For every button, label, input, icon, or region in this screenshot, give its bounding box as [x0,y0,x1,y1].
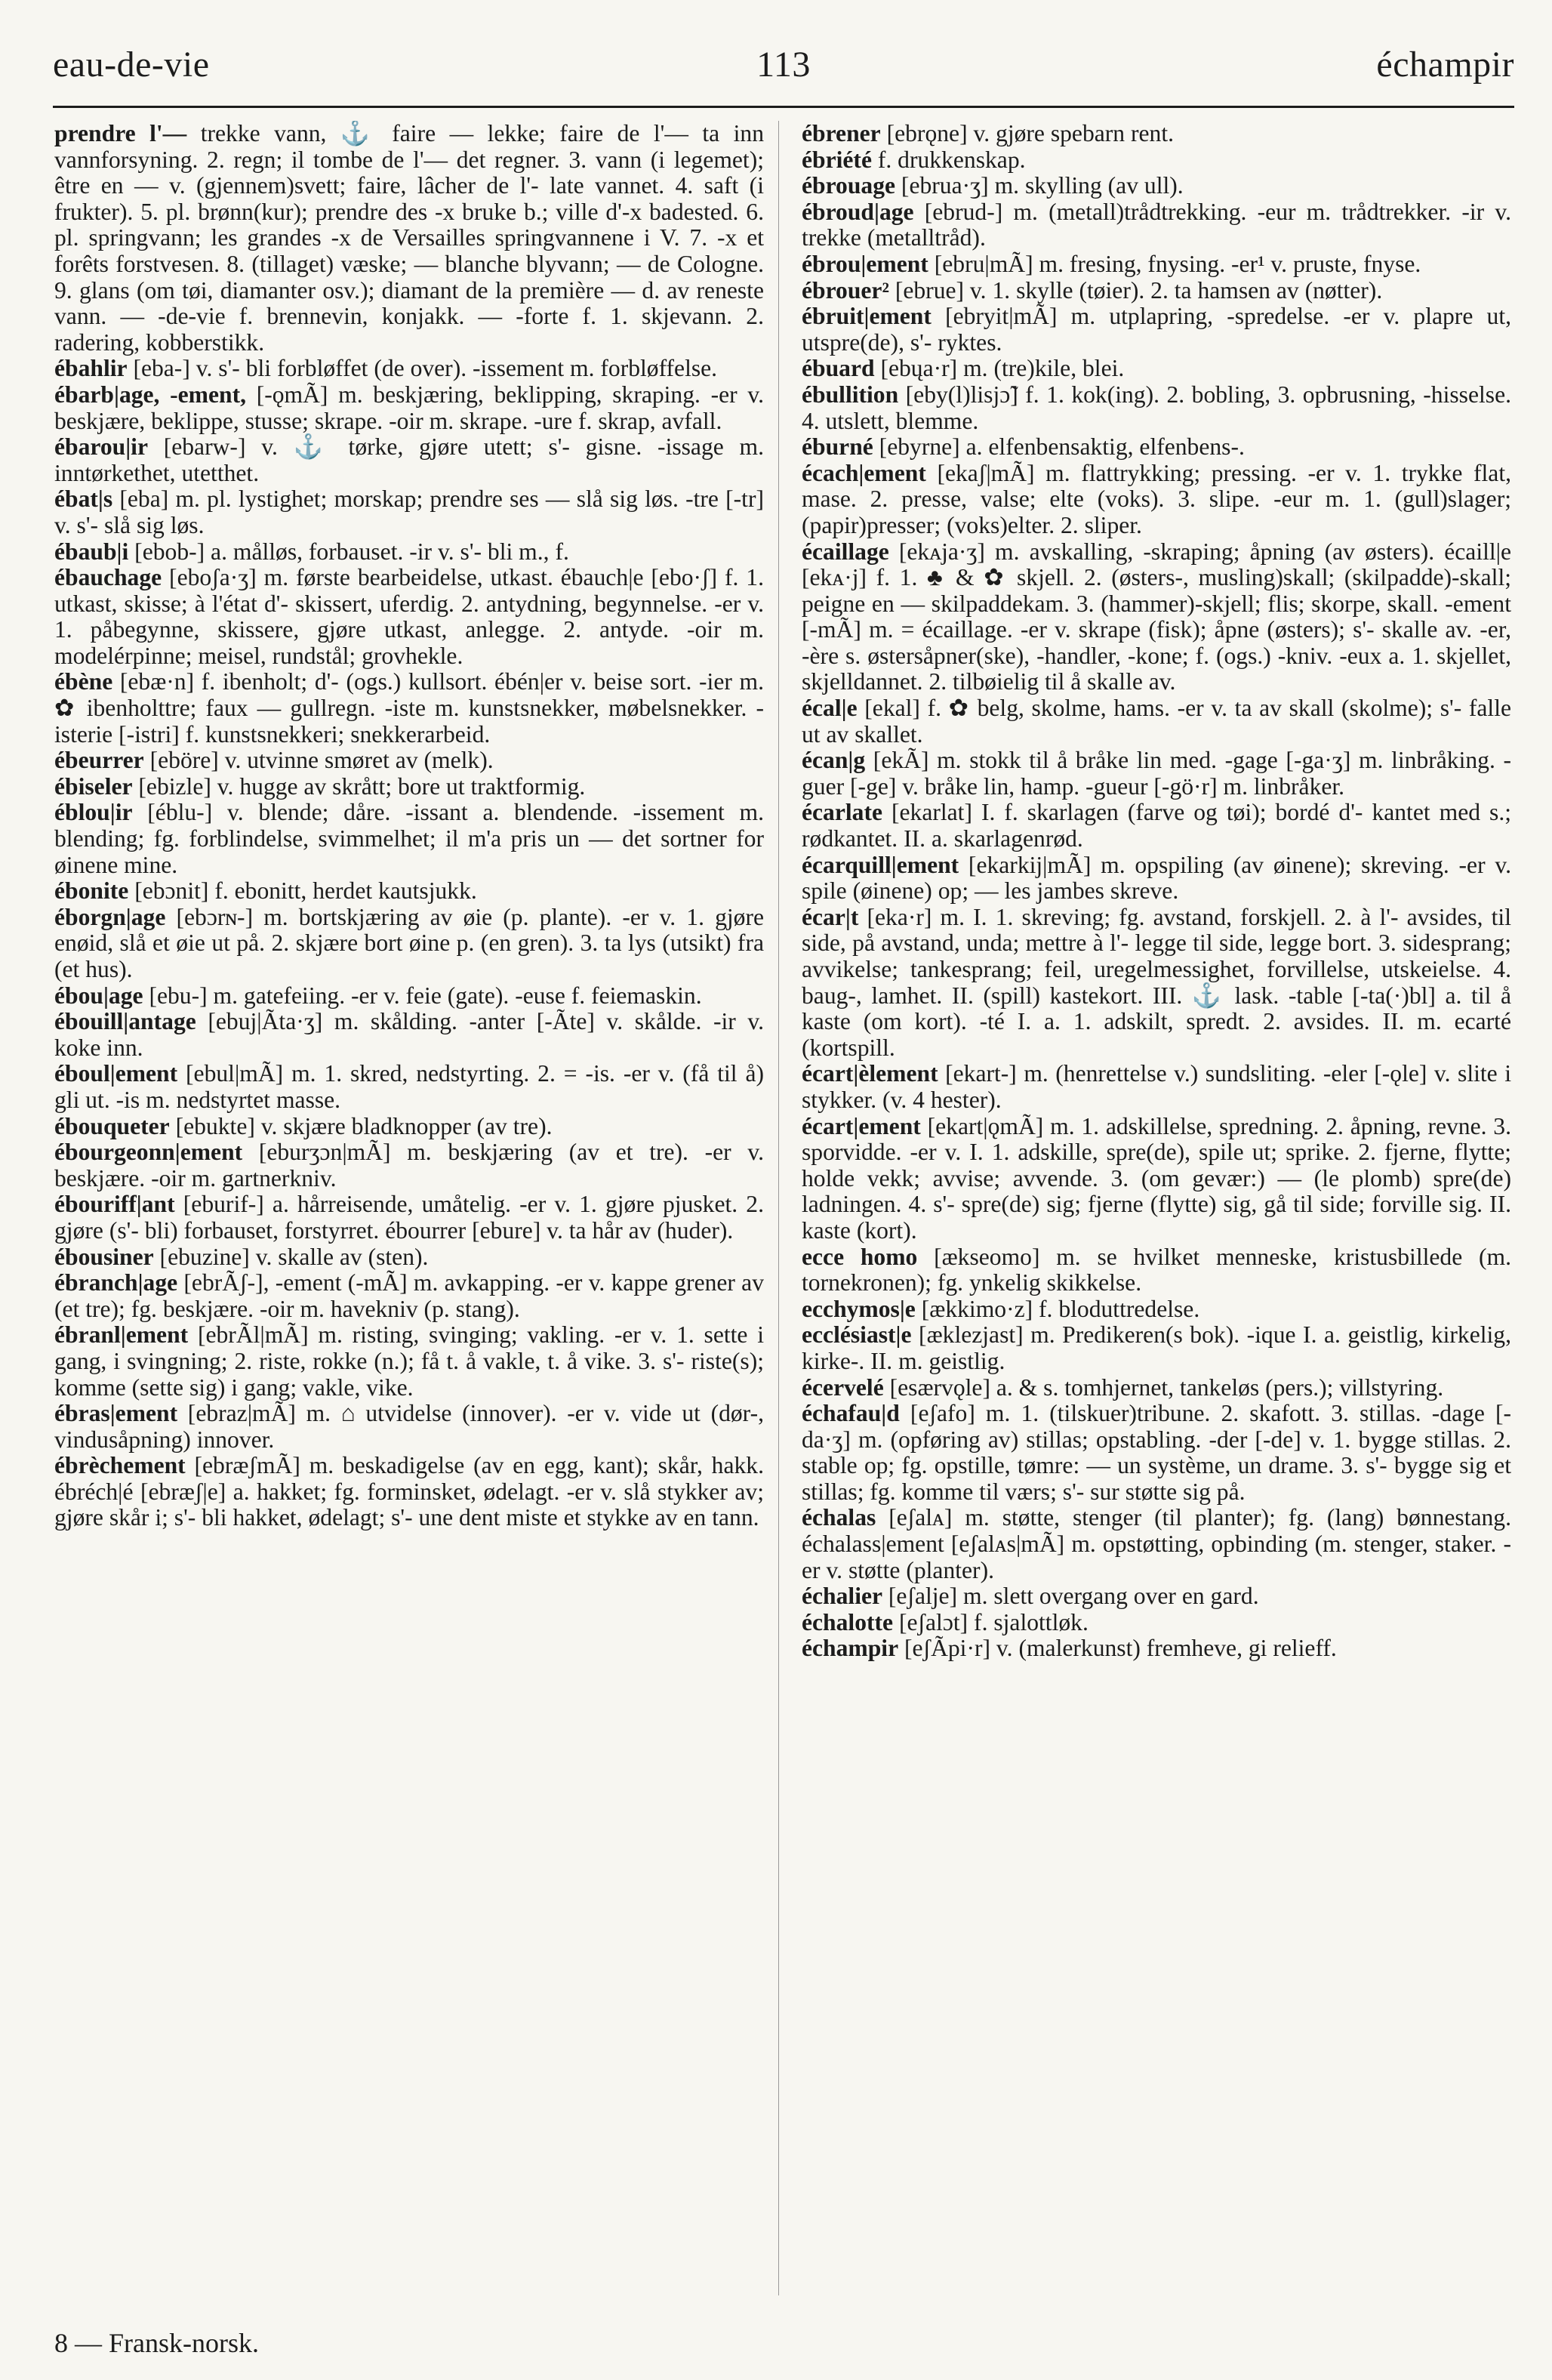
entry-definition: [ebyrne] a. elfenbensaktig, elfenbens-. [873,433,1245,461]
dictionary-entry [54,382,764,434]
dictionary-entry [802,1322,1511,1374]
dictionary-entry [802,382,1511,434]
dictionary-entry [802,304,1511,356]
dictionary-entry [54,486,764,538]
dictionary-entry [802,748,1511,800]
guide-word-right: échampir [1376,45,1514,85]
entry-definition: [ebuzine] v. skalle av (sten). [153,1243,429,1270]
entry-definition: [ebɔrɴ-] m. bortskjæring av øie (p. plante). -er v. 1. gjøre enøid, slå et øie ut på. 2. skjære bort øine p. (en gren). 3. ta lys (utsikt) fra (et hus). [54,903,764,982]
dictionary-entry [802,1610,1511,1636]
dictionary-entry [54,774,764,800]
entry-headword: ébeurrer [54,747,144,774]
entry-definition: [eka·r] m. I. 1. skreving; fg. avstand, forskjell. 2. à l'- avsides, til side, på avstand, unda; mettre à l'- legge til side, legge bort. 3. sidesprang; avvikelse; tankesprang; feil, uregelmessighet, forvillelse, utskeielse. 4. baug-, lamhet. II. (spill) kastekort. III. ⚓ lask. -table [-ta(·)bl] a. til å kaste (om kort). -té I. a. 1. adskilt, spredt. 2. avsides. II. m. ecarté (kortspill. [802,903,1511,1061]
entry-headword: éboul|ement [54,1060,178,1087]
entry-headword: écarquill|ement [802,851,959,878]
entry-definition: [ekÃ] m. stokk til å bråke lin med. -gage [-ga·ʒ] m. linbråking. -guer [-ge] v. bråke lin, hamp. -gueur [-gö·r] m. linbråker. [802,747,1511,800]
entry-definition: [ebrua·ʒ] m. skylling (av ull). [895,172,1184,199]
entry-headword: ébène [54,668,113,695]
dictionary-entry [802,1583,1511,1610]
printer-signature: 8 — Fransk-norsk. [54,2328,259,2358]
entry-definition: trekke vann, ⚓ faire — lekke; faire de l'— ta inn vannforsyning. 2. regn; il tombe de l'— det regner. 3. vann (i legemet); être en — v. (gjennem)svett; faire, lâcher de l'- late vannet. 4. saft (i frukter). 5. pl. brønn(kur); prendre des -x bruke b.; ville d'-x badested. 6. pl. springvann; les grandes -x de Versailles springvannene i V. 7. -x et forêts forstvesen. 8. (tillaget) væske; — blanche blyvann; — de Cologne. 9. glans (om tøi, diamanter osv.); diamant de la première — d. av reneste vann. — -de-vie f. brennevin, konjakk. — -forte f. 1. skjevann. 2. radering, kobberstikk. [54,121,764,356]
entry-headword: écart|ement [802,1112,921,1139]
entry-headword: écal|e [802,695,858,722]
dictionary-entry [54,1244,764,1271]
dictionary-entry [54,434,764,486]
entry-definition: [ebrÃʃ-], -ement (-mÃ] m. avkapping. -er v. kappe grener av (et tre); fg. beskjære. -oir m. havekniv (p. stang). [54,1269,764,1322]
dictionary-entry [802,905,1511,1062]
dictionary-entry [802,1114,1511,1244]
header-rule [53,106,1514,108]
entry-headword: ébras|ement [54,1400,178,1427]
entry-definition: [ekᴀja·ʒ] m. avskalling, -skraping; åpning (av østers). écaill|e [ekᴀ·j] f. 1. ♣ & ✿ skjell. 2. (østers-, musling)skall; (skilpadde)-skall; peigne en — skilpaddekam. 3. (hammer)-skjell; flis; skorpe, skall. -ement [-mÃ] m. = écaillage. -er v. skrape (fisk); åpne (østers); s'- skalle av. -er, -ère s. østersåpner(ske), -handler, -kone; f. (ogs.) -kniv. -eux a. 1. skjellet, skjelldannet. 2. tilbøielig til å skalle av. [802,538,1511,695]
dictionary-entry [802,1375,1511,1401]
entry-definition: [eburʒɔn|mÃ] m. beskjæring (av et tre). -er v. beskjære. -oir m. gartnerkniv. [54,1139,764,1192]
dictionary-entry [802,800,1511,852]
dictionary-entry [802,1505,1511,1583]
entry-headword: ébarou|ir [54,433,148,461]
entry-headword: écart|èlement [802,1060,938,1087]
dictionary-entry [802,434,1511,461]
dictionary-entry [802,695,1511,748]
entry-headword: ébonite [54,877,129,905]
entry-definition: [ebizle] v. hugge av skrått; bore ut traktformig. [132,772,586,800]
entry-definition: f. drukkenskap. [871,146,1026,173]
entry-headword: ébarb|age, -ement, [54,381,247,408]
dictionary-entry [54,1192,764,1244]
page-number: 113 [756,45,811,85]
dictionary-entry [802,461,1511,539]
dictionary-entry [54,1139,764,1192]
entry-definition: [ebu-] m. gatefeiing. -er v. feie (gate). -euse f. feiemaskin. [143,982,702,1009]
entry-headword: ébuard [802,355,875,382]
entry-definition: [ebrud-] m. (metall)trådtrekking. -eur m. trådtrekker. -ir v. trekke (metalltråd). [802,198,1511,251]
entry-headword: ecchymos|e [802,1295,916,1322]
entry-headword: ecclésiast|e [802,1321,912,1349]
dictionary-entry [802,1635,1511,1662]
entry-definition: [ækseomo] m. se hvilket menneske, kristusbillede (m. tornekronen); fg. ynkelig skikkelse. [802,1243,1511,1296]
left-column [54,121,764,2303]
dictionary-entry [54,669,764,748]
dictionary-entry [54,1061,764,1113]
entry-headword: écervelé [802,1373,884,1401]
dictionary-entry [54,1114,764,1140]
dictionary-entry [54,1453,764,1531]
dictionary-entry [802,278,1511,304]
entry-headword: ébrou|ement [802,250,928,277]
dictionary-entry [54,878,764,905]
page-header [53,44,1514,97]
dictionary-entry [54,539,764,566]
entry-headword: échalier [802,1583,883,1610]
entry-headword: ébouqueter [54,1112,170,1139]
entry-headword: ébousiner [54,1243,154,1270]
entry-definition: [ebru|mÃ] m. fresing, fnysing. -er¹ v. pruste, fnyse. [928,250,1421,277]
entry-definition: [ebraz|mÃ] m. ⌂ utvidelse (innover). -er v. vide ut (dør-, vindusåpning) innover. [54,1400,764,1453]
entry-definition: [ekarlat] I. f. skarlagen (farve og tøi); bordé d'- kantet med s.; rødkantet. II. a. skarlagenrød. [802,799,1511,852]
entry-headword: écan|g [802,747,866,774]
entry-definition: [ebukte] v. skjære bladknopper (av tre). [169,1112,553,1139]
entry-definition: [ekaʃ|mÃ] m. flattrykking; pressing. -er v. 1. trykke flat, mase. 2. presse, valse; elte (voks). 3. slipe. -eur m. 1. (gull)slager; (papir)presser; (voks)elter. 2. sliper. [802,459,1511,538]
dictionary-entry [802,852,1511,905]
entry-definition: [ekal] f. ✿ belg, skolme, hams. -er v. ta av skall (skolme); s'- falle ut av skallet. [802,695,1511,748]
entry-definition: [ebuj|Ãta·ʒ] m. skålding. -anter [-Ãte] v. skålde. -ir v. koke inn. [54,1008,764,1061]
right-column [802,121,1511,2303]
dictionary-entry [54,800,764,878]
entry-headword: ébrouage [802,172,896,199]
entry-headword: ébahlir [54,355,128,382]
dictionary-entry [54,1322,764,1401]
entry-definition: [æklezjast] m. Predikeren(s bok). -ique I. a. geistlig, kirkelig, kirke-. II. m. geistlig. [802,1321,1511,1374]
entry-definition: [ebob-] a. målløs, forbauset. -ir v. s'- bli m., f. [128,538,569,565]
entry-definition: [ækkimo·z] f. bloduttredelse. [915,1295,1200,1322]
entry-headword: ébrèchement [54,1452,186,1479]
entry-definition: [eböre] v. utvinne smøret av (melk). [143,747,494,774]
entry-definition: [-ǫmÃ] m. beskjæring, beklipping, skraping. -er v. beskjære, beklippe, stusse; skrape. -oir m. skrape. -ure f. skrap, avfall. [54,381,764,434]
entry-definition: [eʃalɔt] f. sjalottløk. [893,1608,1089,1635]
entry-definition: [ebɔnit] f. ebonitt, herdet kautsjukk. [128,877,477,905]
dictionary-entry [54,121,764,356]
dictionary-entry [802,199,1511,251]
entry-headword: ébourgeonn|ement [54,1139,243,1166]
entry-definition: [ebul|mÃ] m. 1. skred, nedstyrting. 2. = -is. -er v. (få til å) gli ut. -is m. nedstyrtet masse. [54,1060,764,1113]
dictionary-entry [54,356,764,382]
entry-definition: [esærvǫle] a. & s. tomhjernet, tankeløs (pers.); villstyring. [883,1373,1444,1401]
dictionary-entry [802,121,1511,147]
entry-definition: [eboʃa·ʒ] m. første bearbeidelse, utkast. ébauch|e [ebo·ʃ] f. 1. utkast, skisse; à l'état d'- skissert, uferdig. 2. antydning, begynnelse. -er v. 1. påbegynne, skissere, gjøre utkast, anlegge. 2. antyde. -oir m. modelérpinne; meisel, rundstål; grovhekle. [54,564,764,669]
entry-headword: ébranl|ement [54,1321,189,1349]
dictionary-entry [54,748,764,774]
entry-headword: ébouriff|ant [54,1191,175,1218]
entry-headword: ébrener [802,121,881,146]
guide-word-left: eau-de-vie [53,45,210,85]
entry-definition: [ekart-] m. (henrettelse v.) sundsliting. -eler [-ǫle] v. slite i stykker. (v. 4 hester). [802,1060,1511,1113]
entry-headword: ébriété [802,146,872,173]
entry-headword: ébranch|age [54,1269,178,1296]
entry-definition: [ekart|ǫmÃ] m. 1. adskillelse, spredning. 2. åpning, revne. 3. sporvidde. -er v. I. 1. adskille, spre(de), spile ut; sprike. 2. fjerne, flytte; holde vekk; avvise; avvende. 3. (om gevær:) — (le plomb) spre(de) ladningen. 4. s'- spre(de) sig; fjerne (flytte) sig, gå til side; forville sig. II. kaste (kort). [802,1112,1511,1244]
dictionary-entry [54,983,764,1010]
entry-definition: [ebæ·n] f. ibenholt; d'- (ogs.) kullsort. ébén|er v. beise sort. -ier m. ✿ ibenholttre; faux — gullregn. -iste m. kunstsnekker, møbelsnekker. -isterie [-istri] f. kunstsnekkeri; snekkerarbeid. [54,668,764,748]
dictionary-entry [802,356,1511,382]
dictionary-entry [802,1401,1511,1505]
entry-definition: [eʃafo] m. 1. (tilskuer)tribune. 2. skafott. 3. stillas. -dage [-da·ʒ] m. (opføring av) stillas; opstabling. -der [-de] v. 1. bygge stillas. 2. stable op; fg. opstille, tømre: — un système, un drame. 3. s'- bygge sig et stillas; fg. komme til værs; s'- sur støtte sig på. [802,1400,1511,1505]
dictionary-entry [802,173,1511,199]
dictionary-entry [54,565,764,669]
entry-headword: ébullition [802,381,899,408]
entry-headword: ébaub|i [54,538,129,565]
entry-headword: ébauchage [54,564,162,591]
entry-definition: [ebųa·r] m. (tre)kile, blei. [874,355,1125,382]
dictionary-entry [802,1244,1511,1296]
entry-definition: [eʃalje] m. slett overgang over en gard. [882,1583,1259,1610]
entry-headword: écaillage [802,538,889,565]
entry-definition: [ebarw-] v. ⚓ tørke, gjøre utett; s'- gisne. -issage m. inntørkethet, utetthet. [54,433,764,486]
entry-definition: [ebrue] v. 1. skylle (tøier). 2. ta hamsen av (nøtter). [888,276,1383,304]
dictionary-entry [802,1296,1511,1323]
entry-headword: écar|t [802,903,859,930]
entry-definition: [eʃÃpi·r] v. (malerkunst) fremheve, gi relieff. [898,1635,1337,1662]
entry-definition: [ebræʃmÃ] m. beskadigelse (av en egg, kant); skår, hakk. ébréch|é [ebræʃ|e] a. hakket; fg. forminsket, ødelagt. -er v. slå stykker av; gjøre skår i; s'- bli hakket, ødelagt; s'- une dent miste et stykke av en tann. [54,1452,764,1531]
dictionary-entry [802,1061,1511,1113]
entry-headword: ébouill|antage [54,1008,196,1035]
entry-headword: éburné [802,433,873,461]
entry-headword: échampir [802,1635,899,1662]
dictionary-entry [54,1401,764,1453]
entry-headword: ecce homo [802,1243,918,1270]
entry-headword: ébroud|age [802,198,914,225]
entry-definition: [ebrÃl|mÃ] m. risting, svinging; vakling. -er v. 1. sette i gang, i svingning; 2. riste, rokke (n.); få t. å vakle, t. å vike. 3. s'- riste(s); komme (sette sig) i gang; vakle, vike. [54,1321,764,1401]
dictionary-entry [802,251,1511,278]
dictionary-entry [54,1009,764,1061]
entry-headword: écach|ement [802,459,926,486]
entry-headword: ébruit|ement [802,303,932,330]
entry-headword: ébrouer² [802,276,889,304]
entry-headword: écarlate [802,799,882,826]
column-divider [778,121,779,2295]
entry-definition: [eʃalᴀ] m. støtte, stenger (til planter); fg. (lang) bønnestang. échalass|ement [eʃalᴀs|mÃ] m. opstøtting, opbinding (m. stenger, staker. -er v. støtte (planter). [802,1504,1511,1583]
entry-definition: [éblu-] v. blende; dåre. -issant a. blendende. -issement m. blending; fg. forblindelse, svimmelhet; il m'a pris un — det sortner for øinene mine. [54,799,764,878]
entry-definition: [ebrǫne] v. gjøre spebarn rent. [880,121,1175,146]
entry-headword: ébat|s [54,486,113,513]
dictionary-entry [54,1270,764,1322]
entry-definition: [eba-] v. s'- bli forbløffet (de over). -issement m. forbløffelse. [127,355,718,382]
entry-headword: éborgn|age [54,903,166,930]
entry-definition: [ekarkij|mÃ] m. opspiling (av øinene); skreving. -er v. spile (øinene) op; — les jambes skreve. [802,851,1511,905]
entry-headword: échalotte [802,1608,894,1635]
entry-definition: [eby(l)lisjɔ̃] f. 1. kok(ing). 2. bobling, 3. opbrusning, -hisselse. 4. utslett, blemme. [802,381,1511,434]
dictionary-entry [802,147,1511,174]
entry-definition: [ebryit|mÃ] m. utplapring, -spredelse. -er v. plapre ut, utspre(de), s'- ryktes. [802,303,1511,356]
entry-definition: [eba] m. pl. lystighet; morskap; prendre ses — slå sig løs. -tre [-tr] v. s'- slå sig løs. [54,486,764,538]
entry-definition: [eburif-] a. hårreisende, umåtelig. -er v. 1. gjøre pjusket. 2. gjøre (s'- bli) forbauset, forstyrret. ébourrer [ebure] v. ta hår av (huder). [54,1191,764,1244]
entry-headword: éblou|ir [54,799,133,826]
entry-headword: échalas [802,1504,876,1531]
entry-headword: ébou|age [54,982,143,1009]
entry-headword: ébiseler [54,772,133,800]
dictionary-entry [54,905,764,983]
dictionary-entry [802,539,1511,696]
entry-headword: échafau|d [802,1400,900,1427]
entry-headword: prendre l'— [54,121,187,146]
